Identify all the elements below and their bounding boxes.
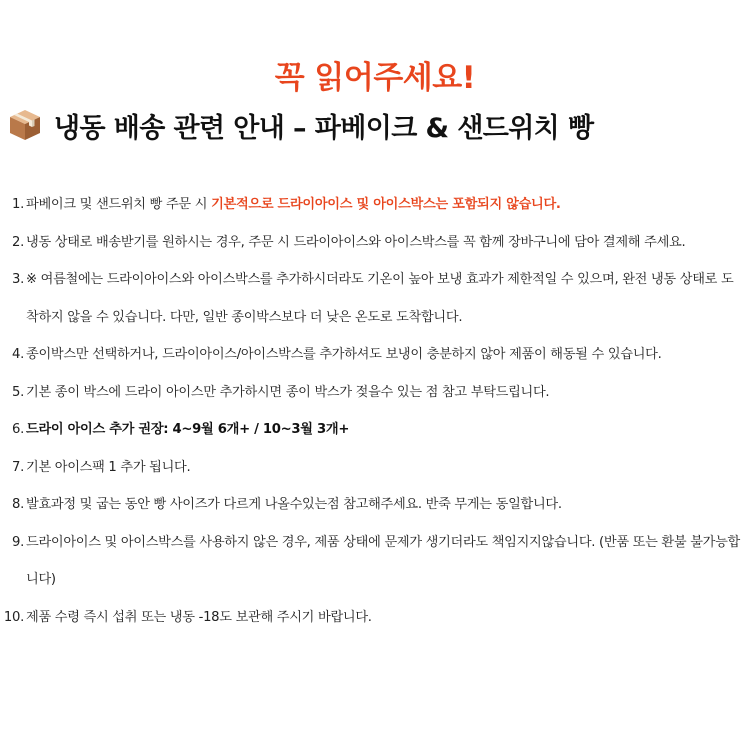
- item-text: ※ 여름철에는 드라이아이스와 아이스박스를 추가하시더라도 기온이 높아 보냉 효과가 제한적일 수 있으며, 완전 냉동 상태로 도착하지 않을 수 있습니다. 다만, 일반 종이박스보다 더 낮은 온도로 도착합니다.: [26, 272, 734, 325]
- package-box-icon: [8, 108, 42, 142]
- item-number: 1.: [12, 197, 24, 212]
- item-number: 7.: [12, 459, 24, 475]
- title-row: [8, 100, 750, 150]
- item-number: 9.: [12, 534, 24, 550]
- notice-heading: 꼭 읽어주세요!: [274, 60, 476, 96]
- item-text: 드라이아이스 및 아이스박스를 사용하지 않은 경우, 제품 상태에 문제가 생기더라도 책임지지않습니다. (반품 또는 환불 불가능합니다): [26, 534, 740, 587]
- item-number: 6.: [12, 422, 24, 437]
- page-title: 냉동 배송 관련 안내 – 파베이크 & 샌드위치 빵: [54, 112, 594, 144]
- item-number: 10.: [3, 609, 24, 625]
- list-item: [0, 599, 750, 637]
- item-text: 제품 수령 즉시 섭취 또는 냉동 -18도 보관해 주시기 바랍니다.: [26, 609, 372, 625]
- item-text: 기본 아이스팩 1 추가 됩니다.: [26, 459, 191, 475]
- item-text: 발효과정 및 굽는 동안 빵 사이즈가 다르게 나올수있는점 참고해주세요. 반죽 무게는 동일합니다.: [26, 497, 562, 512]
- list-item: [0, 261, 750, 336]
- item-number: 2.: [12, 234, 24, 250]
- list-item: [0, 374, 750, 412]
- list-item: [0, 411, 750, 449]
- item-number: 4.: [12, 347, 24, 362]
- list-item: [0, 524, 750, 599]
- item-text-highlight: 기본적으로 드라이아이스 및 아이스박스는 포함되지 않습니다.: [211, 197, 561, 212]
- list-item: [0, 224, 750, 262]
- item-text-plain: 파베이크 및 샌드위치 빵 주문 시: [26, 197, 212, 212]
- item-text-bold: 드라이 아이스 추가 권장: 4~9월 6개+ / 10~3월 3개+: [26, 422, 350, 437]
- item-number: 3.: [12, 272, 24, 287]
- item-text: 냉동 상태로 배송받기를 원하시는 경우, 주문 시 드라이아이스와 아이스박스를 꼭 함께 장바구니에 담아 결제해 주세요.: [26, 234, 686, 250]
- item-text: 종이박스만 선택하거나, 드라이아이스/아이스박스를 추가하셔도 보냉이 충분하지 않아 제품이 해동될 수 있습니다.: [26, 347, 662, 362]
- list-item: [0, 336, 750, 374]
- item-number: 8.: [12, 497, 24, 512]
- notice-list: [0, 186, 750, 636]
- item-text: 기본 종이 박스에 드라이 아이스만 추가하시면 종이 박스가 젖을수 있는 점 참고 부탁드립니다.: [26, 384, 550, 400]
- list-item: [0, 449, 750, 487]
- list-item: [0, 486, 750, 524]
- item-text: [26, 186, 740, 224]
- list-item: [0, 186, 750, 224]
- item-number: 5.: [12, 384, 24, 400]
